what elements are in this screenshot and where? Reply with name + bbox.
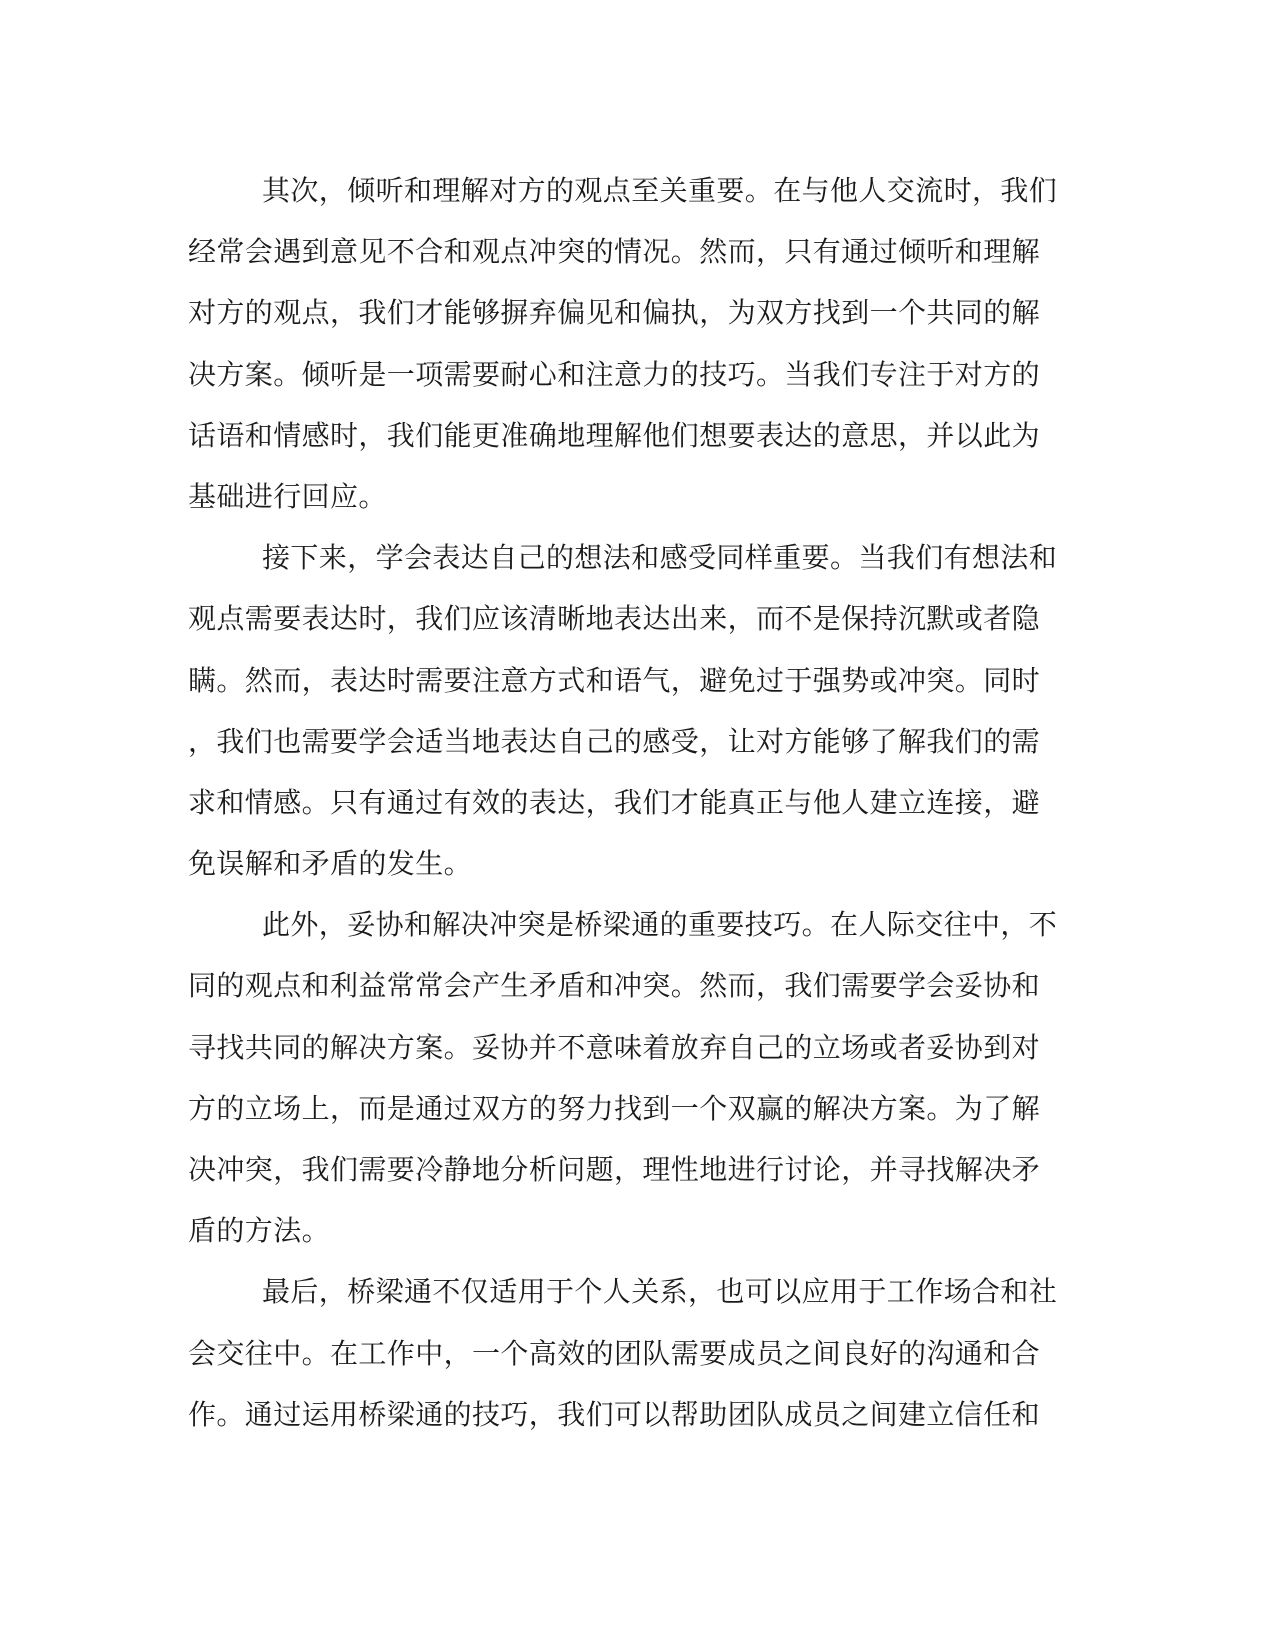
text-line: 求和情感。只有通过有效的表达，我们才能真正与他人建立连接，避 (188, 785, 1041, 819)
paragraph-4 (188, 1261, 1068, 1445)
text-line: 接下来，学会表达自己的想法和感受同样重要。当我们有想法和 (262, 541, 1058, 575)
text-line: 基础进行回应。 (188, 479, 387, 513)
text-line: 决方案。倾听是一项需要耐心和注意力的技巧。当我们专注于对方的 (188, 357, 1041, 391)
body-text (188, 160, 1068, 1445)
paragraph-2 (188, 527, 1068, 894)
text-line: 对方的观点，我们才能够摒弃偏见和偏执，为双方找到一个共同的解 (188, 296, 1041, 330)
text-line: ，我们也需要学会适当地表达自己的感受，让对方能够了解我们的需 (188, 724, 1041, 758)
text-line: 此外，妥协和解决冲突是桥梁通的重要技巧。在人际交往中，不 (262, 908, 1058, 942)
text-line: 方的立场上，而是通过双方的努力找到一个双赢的解决方案。为了解 (188, 1091, 1041, 1125)
text-line: 寻找共同的解决方案。妥协并不意味着放弃自己的立场或者妥协到对 (188, 1030, 1041, 1064)
text-line: 作。通过运用桥梁通的技巧，我们可以帮助团队成员之间建立信任和 (188, 1397, 1041, 1431)
text-line: 决冲突，我们需要冷静地分析问题，理性地进行讨论，并寻找解决矛 (188, 1153, 1041, 1186)
text-line: 经常会遇到意见不合和观点冲突的情况。然而，只有通过倾听和理解 (188, 235, 1041, 269)
text-line: 盾的方法。 (188, 1214, 331, 1248)
text-line: 会交往中。在工作中，一个高效的团队需要成员之间良好的沟通和合 (188, 1336, 1041, 1370)
text-line: 话语和情感时，我们能更准确地理解他们想要表达的意思，并以此为 (188, 418, 1041, 452)
text-line: 其次，倾听和理解对方的观点至关重要。在与他人交流时，我们 (262, 174, 1058, 207)
paragraph-1 (188, 160, 1068, 527)
text-line: 观点需要表达时，我们应该清晰地表达出来，而不是保持沉默或者隐 (188, 602, 1041, 636)
text-line: 瞒。然而，表达时需要注意方式和语气，避免过于强势或冲突。同时 (188, 663, 1041, 697)
paragraph-3 (188, 894, 1068, 1261)
text-line: 最后，桥梁通不仅适用于个人关系，也可以应用于工作场合和社 (262, 1275, 1058, 1309)
text-line: 同的观点和利益常常会产生矛盾和冲突。然而，我们需要学会妥协和 (188, 969, 1041, 1003)
text-line: 免误解和矛盾的发生。 (188, 847, 473, 881)
